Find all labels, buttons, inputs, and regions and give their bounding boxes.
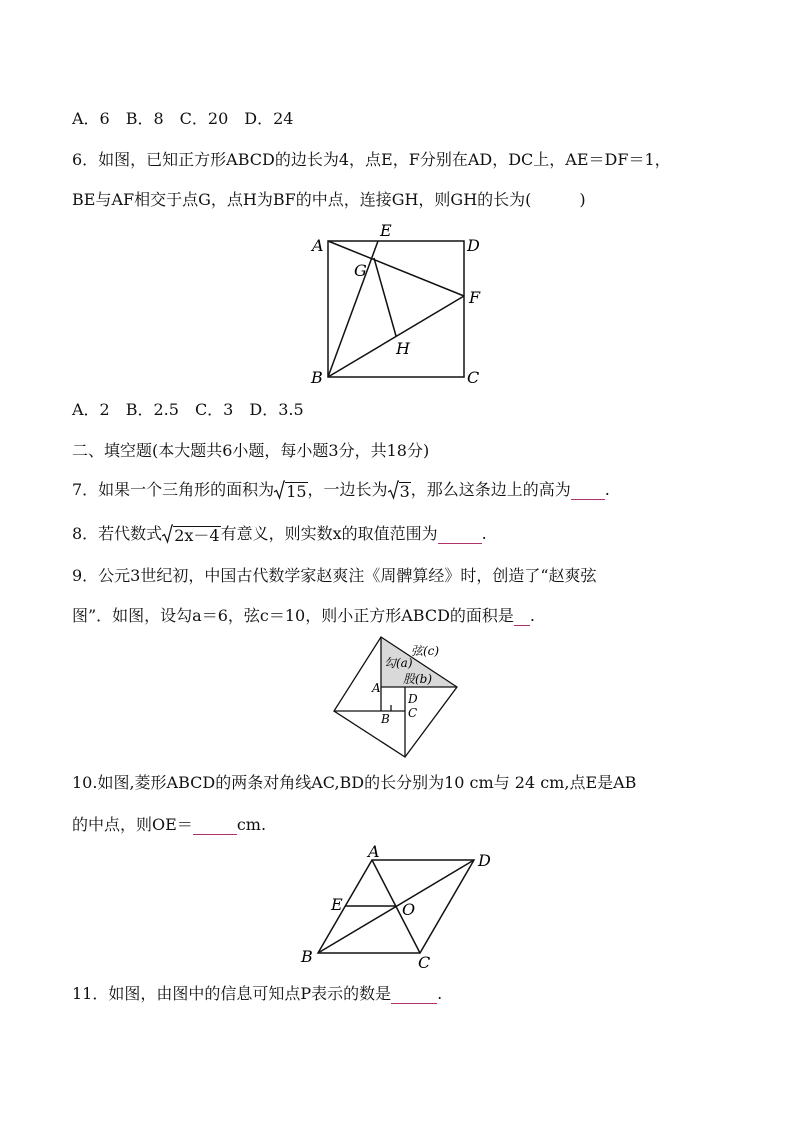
q8-text-post: 有意义，则实数x的取值范围为 xyxy=(220,524,438,543)
q9-stem-line1: 9．公元3世纪初，中国古代数学家赵爽注《周髀算经》时，创造了“赵爽弦 xyxy=(72,566,597,585)
q6-label-h: H xyxy=(396,339,410,358)
q10-answer-blank[interactable] xyxy=(193,818,237,835)
q10-stem-line1: 10.如图,菱形ABCD的两条对角线AC,BD的长分别为10 cm与 24 cm,点E是AB xyxy=(72,773,637,792)
q10-label-e: E xyxy=(331,895,343,914)
q9-zhao-shuang-figure xyxy=(325,630,470,760)
q5-options: A．6 B．8 C．20 D．24 xyxy=(72,109,294,128)
q7-text-post: ，那么这条边上的高为 xyxy=(410,480,571,499)
section-heading: 二、填空题(本大题共6小题，每小题3分，共18分) xyxy=(72,441,430,460)
q7-text-pre: 7．如果一个三角形的面积为 xyxy=(72,480,275,499)
q7-sqrt-3 xyxy=(388,480,411,500)
q10-text-pre: 的中点，则OE＝ xyxy=(72,815,193,834)
radical-sign-icon xyxy=(162,524,173,544)
q6-options: A．2 B．2.5 C．3 D．3.5 xyxy=(72,400,304,419)
q11-text: 11．如图，由图中的信息可知点P表示的数是 xyxy=(72,984,392,1003)
q6-square-figure xyxy=(300,218,500,388)
q6-label-d: D xyxy=(467,236,480,255)
q7-line xyxy=(72,480,610,500)
q6-label-a: A xyxy=(312,236,324,255)
q10-stem-line2 xyxy=(72,815,266,835)
q7-radicand-1: 15 xyxy=(286,482,307,501)
q10-label-c: C xyxy=(418,953,431,972)
q9-label-xian: 弦(c) xyxy=(411,644,440,658)
q8-line xyxy=(72,524,487,544)
q8-radicand: 2x－4 xyxy=(174,526,220,545)
q9-answer-blank[interactable] xyxy=(514,609,530,626)
q6-label-c: C xyxy=(467,368,480,387)
q8-answer-blank[interactable] xyxy=(438,527,482,544)
q6-stem-line1: 6．如图，已知正方形ABCD的边长为4，点E，F分别在AD，DC上，AE＝DF＝1， xyxy=(72,150,671,169)
q10-text-post: cm. xyxy=(236,815,267,834)
q11-text-end: . xyxy=(437,984,443,1003)
q7-answer-blank[interactable] xyxy=(571,483,605,500)
q9-text-end: . xyxy=(529,606,535,625)
q9-label-b: B xyxy=(381,712,390,726)
q7-radicand-2: 3 xyxy=(399,482,410,501)
q6-label-f: F xyxy=(469,288,481,307)
q11-line xyxy=(72,984,442,1004)
q9-label-c: C xyxy=(408,706,418,720)
q7-text-end: . xyxy=(604,480,610,499)
q8-text-end: . xyxy=(481,524,487,543)
q6-label-b: B xyxy=(311,368,323,387)
radical-sign-icon xyxy=(274,480,285,500)
q8-sqrt xyxy=(162,524,220,544)
q9-stem-line2 xyxy=(72,606,535,626)
q7-text-mid: ，一边长为 xyxy=(307,480,388,499)
q6-label-e: E xyxy=(380,221,392,240)
q9-text: 图”．如图，设勾a＝6，弦c＝10，则小正方形ABCD的面积是 xyxy=(72,606,514,625)
q9-label-a: A xyxy=(372,681,381,695)
q10-rhombus-figure xyxy=(295,840,495,975)
q10-label-d: D xyxy=(478,851,491,870)
q10-label-o: O xyxy=(402,900,416,919)
q9-label-gou: 勾(a) xyxy=(384,656,413,670)
q10-label-b: B xyxy=(301,947,313,966)
radical-sign-icon xyxy=(388,480,399,500)
q8-text-pre: 8．若代数式 xyxy=(72,524,163,543)
q10-label-a: A xyxy=(368,842,380,861)
q6-stem-line2: BE与AF相交于点G，点H为BF的中点，连接GH，则GH的长为( ) xyxy=(72,190,586,209)
q9-label-d: D xyxy=(408,692,418,706)
q9-label-gu: 股(b) xyxy=(403,672,433,686)
q11-answer-blank[interactable] xyxy=(391,987,437,1004)
q6-label-g: G xyxy=(354,261,367,280)
q7-sqrt-15 xyxy=(274,480,307,500)
